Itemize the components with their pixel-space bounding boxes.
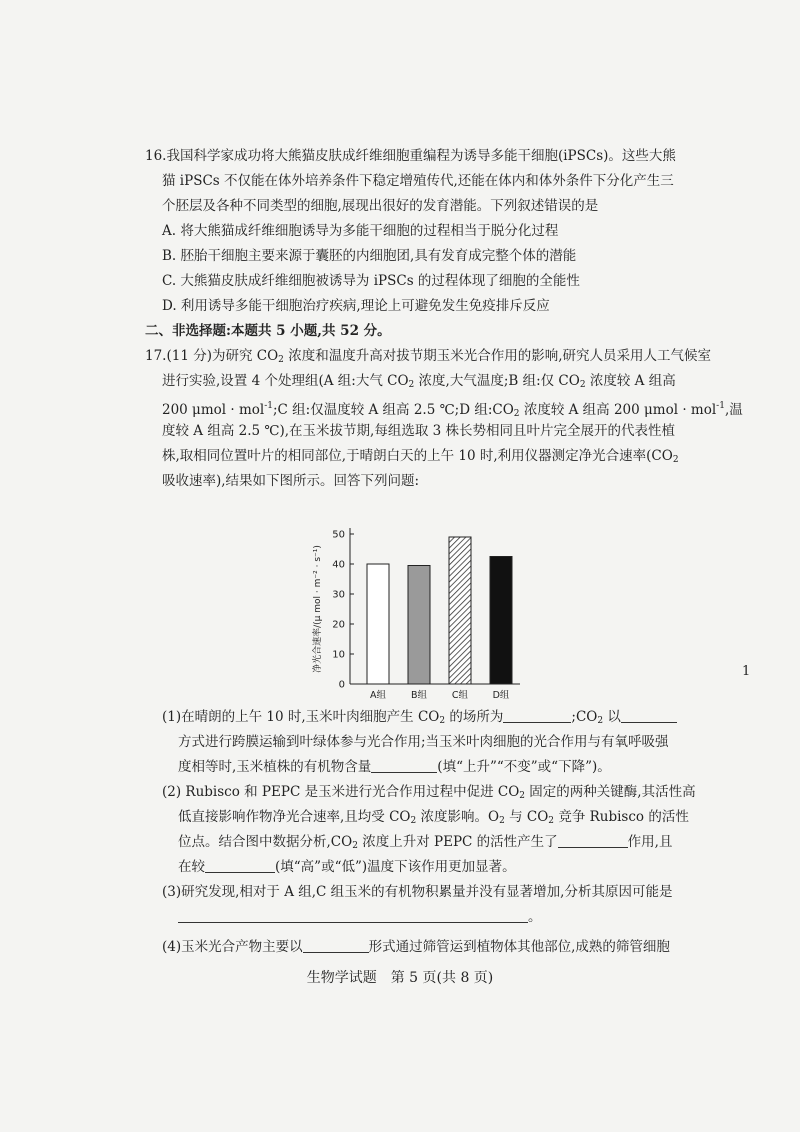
q17-part3-line-1: (3)研究发现,相对于 A 组,C 组玉米的有机物积累量并没有显著增加,分析其原因可能是 (162, 884, 673, 900)
q17-part4-line-1: (4)玉米光合产物主要以 形式通过筛管运到植物体其他部位,成熟的筛管细胞 (162, 939, 670, 955)
q17-intro-line-6: 吸收速率),结果如下图所示。回答下列问题: (162, 473, 420, 489)
x-tick-label: D组 (492, 690, 510, 701)
q16-stem-line-2: 猫 iPSCs 不仅能在体外培养条件下稳定增殖传代,还能在体内和体外条件下分化产生三 (162, 173, 674, 189)
y-axis-label: 净光合速率/(μ mol · m⁻² · s⁻¹) (313, 545, 323, 673)
q17-intro-line-5: 株,取相同位置叶片的相同部位,于晴朗白天的上午 10 时,利用仪器测定净光合速率($CO_2$ (162, 448, 679, 465)
q17-part1-line-1: (1)在晴朗的上午 10 时,玉米叶肉细胞产生 $CO_2$ 的场所为 $;CO_2$ 以 (162, 707, 800, 731)
y-tick-label: 20 (332, 619, 345, 631)
bar-D组 (490, 557, 512, 685)
net-photosynthesis-bar-chart (300, 510, 540, 705)
bar-C组 (449, 537, 471, 684)
y-tick-label: 30 (332, 589, 345, 601)
q16-option-a: A. 将大熊猫成纤维细胞诱导为多能干细胞的过程相当于脱分化过程 (162, 223, 559, 239)
q17-part2-line-4: 在较 (填“高”或“低”)温度下该作用更加显著。 (178, 859, 516, 875)
q17-part2-line-3: 位点。结合图中数据分析$,CO_2$ 浓度上升对 PEPC 的活性产生了 作用,且 (178, 834, 673, 851)
q17-intro-line-4: 度较 A 组高 2.5 ℃),在玉米拔节期,每组选取 3 株长势相同且叶片完全展开的代表性植 (162, 423, 676, 439)
q17-intro-line-2: 进行实验,设置 4 个处理组(A 组:大气 $CO_2$ 浓度,大气温度;B 组:仅 $CO_2$ 浓度较 A 组高 (162, 373, 676, 390)
q16-option-d: D. 利用诱导多能干细胞治疗疾病,理论上可避免发生免疫排斥反应 (162, 298, 550, 314)
margin-number: 1 (742, 664, 751, 679)
q16-stem-line-3: 个胚层及各种不同类型的细胞,展现出很好的发育潜能。下列叙述错误的是 (162, 198, 599, 214)
q17-part3-line-2: 。 (178, 907, 800, 927)
q16-option-b: B. 胚胎干细胞主要来源于囊胚的内细胞团,具有发育成完整个体的潜能 (162, 248, 577, 264)
q17-part1-line-2: 方式进行跨膜运输到叶绿体参与光合作用;当玉米叶肉细胞的光合作用与有氧呼吸强 (178, 734, 669, 750)
answer-blank-3[interactable] (371, 758, 437, 773)
answer-blank-6[interactable] (178, 908, 528, 923)
q16-stem-line-1: 16.我国科学家成功将大熊猫皮肤成纤维细胞重编程为诱导多能干细胞(iPSCs)。这些大熊 (145, 148, 676, 164)
answer-blank-1[interactable] (503, 708, 571, 723)
y-tick-label: 0 (338, 679, 345, 691)
q17-part1-line-3: 度相等时,玉米植株的有机物含量 (填“上升”“不变”或“下降”)。 (178, 759, 611, 775)
x-tick-label: A组 (370, 690, 386, 701)
bar-A组 (367, 564, 389, 684)
y-tick-label: 40 (332, 559, 345, 571)
y-tick-label: 50 (332, 529, 345, 541)
x-tick-label: C组 (451, 690, 469, 701)
q16-option-c: C. 大熊猫皮肤成纤维细胞被诱导为 iPSCs 的过程体现了细胞的全能性 (162, 273, 580, 289)
answer-blank-4[interactable] (558, 833, 628, 848)
q17-intro-line-1: 17.(11 分)为研究 $CO_2$ 浓度和温度升高对拔节期玉米光合作用的影响,研究人员采用人工气候室 (145, 348, 711, 365)
q17-part2-line-1: (2) Rubisco 和 PEPC 是玉米进行光合作用过程中促进 $CO_2$ 固定的两种关键酶,其活性高 (162, 784, 696, 801)
q17-intro-line-3: 200 μmol · mol$^{-1}$;C 组:仅温度较 A 组高 2.5 ℃;D 组$:CO_2$ 浓度较 A 组高 200 μmol · mol$^{-1}$,温 (162, 401, 743, 419)
answer-blank-2[interactable] (621, 708, 677, 723)
bar-B组 (408, 566, 430, 685)
answer-blank-7[interactable] (303, 938, 369, 953)
x-tick-label: B组 (410, 690, 428, 701)
y-tick-label: 10 (332, 649, 345, 661)
page-footer: 生物学试题 第 5 页(共 8 页) (306, 970, 494, 986)
section-2-heading: 二、非选择题:本题共 5 小题,共 52 分。 (145, 323, 391, 339)
answer-blank-5[interactable] (205, 858, 275, 873)
q17-part2-line-2: 低直接影响作物净光合速率,且均受 $CO_2$ 浓度影响。$O_2$ 与 $CO_2$ 竞争 Rubisco 的活性 (178, 809, 689, 826)
